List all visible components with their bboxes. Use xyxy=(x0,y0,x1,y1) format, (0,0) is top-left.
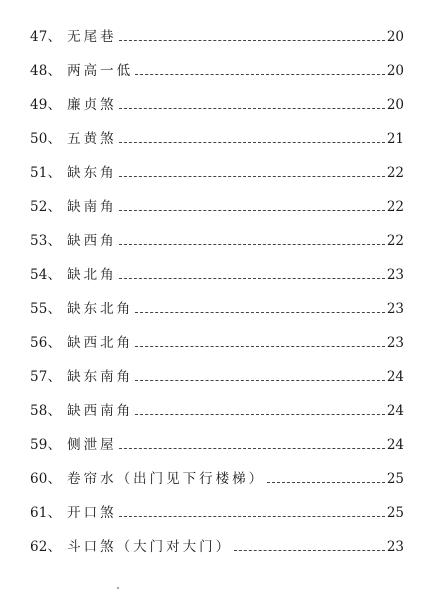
entry-number: 56 xyxy=(30,335,48,351)
dot-leader xyxy=(119,40,385,41)
entry-separator: 、 xyxy=(47,505,62,521)
entry-separator: 、 xyxy=(47,63,62,79)
toc-entry[interactable] xyxy=(30,265,404,285)
dot-leader xyxy=(135,414,385,415)
entry-separator: 、 xyxy=(47,437,62,453)
entry-page-number: 23 xyxy=(386,539,404,555)
entry-separator: 、 xyxy=(47,267,62,283)
toc-entry[interactable] xyxy=(30,537,404,557)
entry-page-number: 23 xyxy=(386,267,404,283)
dot-leader xyxy=(119,108,385,109)
entry-title: 开口煞 xyxy=(67,505,117,521)
entry-separator: 、 xyxy=(47,335,62,351)
toc-entry[interactable] xyxy=(30,197,404,217)
entry-number: 51 xyxy=(30,165,48,181)
dot-leader xyxy=(234,550,385,551)
entry-number: 54 xyxy=(30,267,48,283)
entry-separator: 、 xyxy=(47,233,62,249)
entry-title: 缺北角 xyxy=(67,267,117,283)
entry-number: 55 xyxy=(30,301,48,317)
toc-entry[interactable] xyxy=(30,129,404,149)
entry-separator: 、 xyxy=(47,471,62,487)
entry-separator: 、 xyxy=(47,199,62,215)
entry-title: 卷帘水（出门见下行楼梯） xyxy=(67,471,266,487)
toc-entry[interactable] xyxy=(30,163,404,183)
entry-separator: 、 xyxy=(47,403,62,419)
dot-leader xyxy=(135,346,385,347)
entry-page-number: 20 xyxy=(386,63,404,79)
toc-entry[interactable] xyxy=(30,333,404,353)
entry-separator: 、 xyxy=(47,539,62,555)
entry-page-number: 22 xyxy=(386,233,404,249)
entry-number: 48 xyxy=(30,63,48,79)
dot-leader xyxy=(267,482,385,483)
entry-title: 缺东南角 xyxy=(67,369,134,385)
dot-leader xyxy=(119,516,385,517)
entry-page-number: 23 xyxy=(386,301,404,317)
entry-number: 52 xyxy=(30,199,48,215)
toc-entry[interactable] xyxy=(30,469,404,489)
entry-title: 无尾巷 xyxy=(67,29,117,45)
toc-entry[interactable] xyxy=(30,299,404,319)
toc-entry[interactable] xyxy=(30,367,404,387)
entry-number: 59 xyxy=(30,437,48,453)
entry-title: 缺东角 xyxy=(67,165,117,181)
toc-entry[interactable] xyxy=(30,95,404,115)
dot-leader xyxy=(119,244,385,245)
entry-title: 廉贞煞 xyxy=(67,97,117,113)
entry-number: 47 xyxy=(30,29,48,45)
toc-entry[interactable] xyxy=(30,503,404,523)
dot-leader xyxy=(119,176,385,177)
entry-number: 57 xyxy=(30,369,48,385)
entry-title: 五黄煞 xyxy=(67,131,117,147)
entry-separator: 、 xyxy=(47,131,62,147)
entry-title: 缺西北角 xyxy=(67,335,134,351)
entry-number: 49 xyxy=(30,97,48,113)
entry-title: 斗口煞（大门对大门） xyxy=(67,539,233,555)
entry-separator: 、 xyxy=(47,165,62,181)
dot-leader xyxy=(119,278,385,279)
toc-entry[interactable] xyxy=(30,401,404,421)
entry-page-number: 25 xyxy=(386,471,404,487)
dot-leader xyxy=(135,312,385,313)
entry-separator: 、 xyxy=(47,29,62,45)
entry-number: 50 xyxy=(30,131,48,147)
entry-page-number: 20 xyxy=(386,29,404,45)
entry-page-number: 22 xyxy=(386,165,404,181)
entry-page-number: 25 xyxy=(386,505,404,521)
toc-entry[interactable] xyxy=(30,231,404,251)
entry-separator: 、 xyxy=(47,369,62,385)
entry-page-number: 24 xyxy=(386,369,404,385)
entry-number: 62 xyxy=(30,539,48,555)
toc-entry[interactable] xyxy=(30,435,404,455)
dot-leader xyxy=(135,380,385,381)
dot-leader xyxy=(135,74,385,75)
dot-leader xyxy=(119,210,385,211)
entry-title: 两高一低 xyxy=(67,63,134,79)
entry-title: 侧泄屋 xyxy=(67,437,117,453)
entry-page-number: 22 xyxy=(386,199,404,215)
entry-title: 缺西南角 xyxy=(67,403,134,419)
entry-number: 60 xyxy=(30,471,48,487)
dot-leader xyxy=(119,142,385,143)
entry-page-number: 23 xyxy=(386,335,404,351)
entry-title: 缺南角 xyxy=(67,199,117,215)
entry-page-number: 24 xyxy=(386,437,404,453)
toc-entry[interactable] xyxy=(30,27,404,47)
entry-number: 61 xyxy=(30,505,48,521)
entry-number: 53 xyxy=(30,233,48,249)
scan-speck xyxy=(117,587,119,589)
dot-leader xyxy=(119,448,385,449)
entry-page-number: 21 xyxy=(386,131,404,147)
entry-title: 缺东北角 xyxy=(67,301,134,317)
entry-separator: 、 xyxy=(47,97,62,113)
toc-entry[interactable] xyxy=(30,61,404,81)
entry-separator: 、 xyxy=(47,301,62,317)
entry-page-number: 20 xyxy=(386,97,404,113)
entry-title: 缺西角 xyxy=(67,233,117,249)
entry-page-number: 24 xyxy=(386,403,404,419)
entry-number: 58 xyxy=(30,403,48,419)
